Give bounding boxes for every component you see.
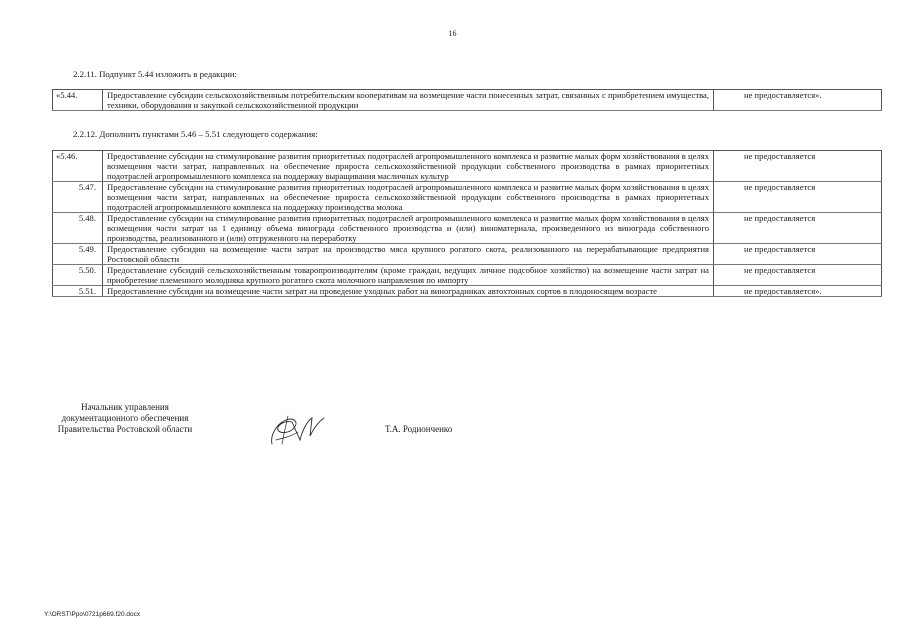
paragraph-2-2-12: 2.2.12. Дополнить пунктами 5.46 – 5.51 следующего содержания: [73, 129, 318, 139]
position-line-1: Начальник управления [81, 402, 169, 412]
table-row [53, 213, 882, 244]
amendment-table-5-46-5-51 [52, 150, 882, 297]
item-number: 5.49. [53, 244, 103, 265]
file-path: Y:\ORST\Ppo\0721p669.f20.docx [44, 611, 141, 618]
item-number: 5.51. [53, 286, 103, 297]
item-number: 5.50. [53, 265, 103, 286]
item-number: «5.44. [53, 90, 103, 111]
item-status: не предоставляется». [714, 90, 882, 111]
item-number: 5.47. [53, 182, 103, 213]
table-row [53, 244, 882, 265]
amendment-table-5-44 [52, 89, 882, 111]
item-description: Предоставление субсидии на стимулирование развития приоритетных подотраслей агропромышленного комплекса и развитие малых форм хозяйствования в целях возмещения части затрат, направленных на обеспечение прироста сельскохозяйственной продукции собственного производства в рамках приоритетных подотраслей агропромышленного комплекса на поддержку выращивания масличных культур [103, 151, 714, 182]
position-line-2: документационного обеспечения [61, 413, 189, 423]
table-row [53, 286, 882, 297]
table-row [53, 90, 882, 111]
handwritten-signature-icon [266, 410, 328, 450]
item-status: не предоставляется [714, 244, 882, 265]
item-description: Предоставление субсидии на возмещение части затрат на производство мяса крупного рогатого скота, реализованного на перерабатывающие предприятия Ростовской области [103, 244, 714, 265]
item-status: не предоставляется [714, 213, 882, 244]
item-status: не предоставляется [714, 265, 882, 286]
paragraph-2-2-11: 2.2.11. Подпункт 5.44 изложить в редакции: [73, 69, 238, 79]
item-status: не предоставляется». [714, 286, 882, 297]
item-description: Предоставление субсидии на стимулирование развития приоритетных подотраслей агропромышленного комплекса и развитие малых форм хозяйствования в целях возмещения части затрат на 1 единицу объема винограда собственного производства и (или) виноматериала, произведенного из винограда собственного производства, реализованного и (или) отгруженного на переработку [103, 213, 714, 244]
table-row [53, 151, 882, 182]
item-description: Предоставление субсидии на стимулирование развития приоритетных подотраслей агропромышленного комплекса и развитие малых форм хозяйствования в целях возмещения части затрат, направленных на обеспечение прироста сельскохозяйственной продукции собственного производства в рамках приоритетных подотраслей агропромышленного комплекса на поддержку производства молока [103, 182, 714, 213]
item-description: Предоставление субсидии сельскохозяйственным потребительским кооперативам на возмещение части понесенных затрат, связанных с приобретением имущества, техники, оборудования и закупкой сельскохозяйственной продукции [103, 90, 714, 111]
position-line-3: Правительства Ростовской области [57, 424, 193, 434]
item-number: «5.46. [53, 151, 103, 182]
item-description: Предоставление субсидий сельскохозяйственным товаропроизводителям (кроме граждан, ведущих личное подсобное хозяйство) на возмещение части затрат на приобретение племенного молодняка крупного рогатого скота молочного направления по импорту [103, 265, 714, 286]
item-status: не предоставляется [714, 151, 882, 182]
table-row [53, 182, 882, 213]
page-number: 16 [448, 29, 457, 38]
table-row [53, 265, 882, 286]
signatory-position [40, 402, 210, 435]
signatory-name: Т.А. Родионченко [385, 424, 453, 434]
item-description: Предоставление субсидии на возмещение части затрат на проведение уходных работ на виноградниках автохтонных сортов в плодоносящем возрасте [103, 286, 714, 297]
item-status: не предоставляется [714, 182, 882, 213]
item-number: 5.48. [53, 213, 103, 244]
